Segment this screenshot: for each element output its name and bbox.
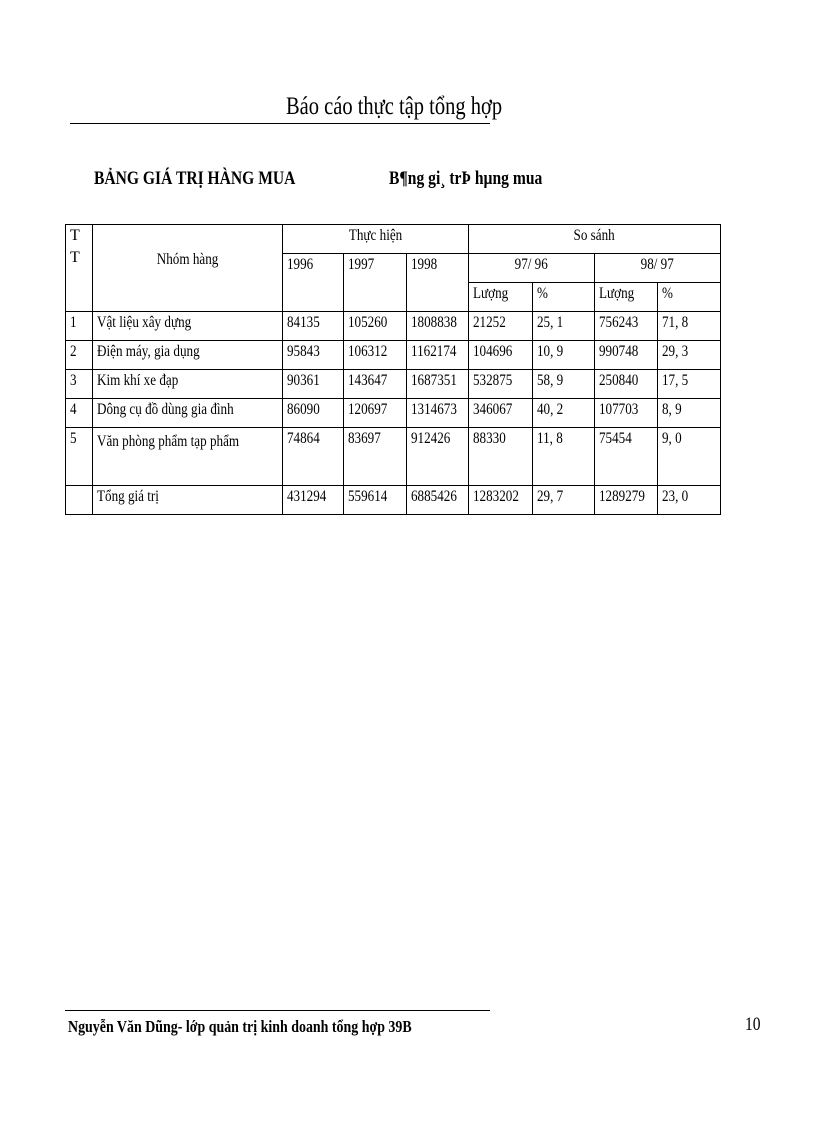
pct-9897: 29, 3 — [658, 341, 721, 370]
group-name: Dông cụ đồ dùng gia đình — [93, 399, 283, 428]
luong-9897: 75454 — [595, 428, 658, 486]
pct-9796: 25, 1 — [533, 312, 595, 341]
page-header-title: Báo cáo thực tập tổng hợp — [286, 93, 503, 120]
table-heading: BẢNG GIÁ TRỊ HÀNG MUA — [94, 168, 296, 189]
luong-header: Lượng — [469, 283, 533, 312]
value-1996: 84135 — [283, 312, 344, 341]
table-row — [66, 399, 721, 428]
row-number: 5 — [66, 428, 93, 486]
cmp-9897-header: 98/ 97 — [595, 254, 721, 283]
row-number: 3 — [66, 370, 93, 399]
value-1997: 105260 — [344, 312, 407, 341]
pct-9796: 58, 9 — [533, 370, 595, 399]
total-label: Tổng giá trị — [93, 486, 283, 515]
value-1996: 74864 — [283, 428, 344, 486]
row-number: 2 — [66, 341, 93, 370]
luong-header: Lượng — [595, 283, 658, 312]
table-heading-legacy-encoding: B¶ng gi¸ trÞ hµng mua — [389, 168, 543, 189]
value-1998: 1808838 — [407, 312, 469, 341]
pct-header: % — [658, 283, 721, 312]
group-name: Văn phòng phẩm tạp phẩm — [93, 428, 283, 486]
year-1996-header: 1996 — [283, 254, 344, 312]
tt-header-line-2: T — [70, 249, 80, 266]
value-1997: 143647 — [344, 370, 407, 399]
year-1998-header: 1998 — [407, 254, 469, 312]
table-row — [66, 312, 721, 341]
luong-9796: 1283202 — [469, 486, 533, 515]
table-row — [66, 370, 721, 399]
value-1997: 559614 — [344, 486, 407, 515]
row-number: 4 — [66, 399, 93, 428]
group-name: Kim khí xe đạp — [93, 370, 283, 399]
tt-header — [66, 225, 93, 312]
value-1996: 431294 — [283, 486, 344, 515]
total-row — [66, 486, 721, 515]
value-1997: 106312 — [344, 341, 407, 370]
luong-9796: 346067 — [469, 399, 533, 428]
pct-9796: 29, 7 — [533, 486, 595, 515]
pct-header: % — [533, 283, 595, 312]
group-name: Vật liệu xây dựng — [93, 312, 283, 341]
value-1996: 90361 — [283, 370, 344, 399]
value-1998: 1687351 — [407, 370, 469, 399]
value-1998: 1314673 — [407, 399, 469, 428]
year-1997-header: 1997 — [344, 254, 407, 312]
actual-header: Thực hiện — [283, 225, 469, 254]
header-rule — [70, 123, 490, 124]
luong-9897: 250840 — [595, 370, 658, 399]
pct-9897: 8, 9 — [658, 399, 721, 428]
footer-rule — [65, 1010, 490, 1011]
luong-9796: 88330 — [469, 428, 533, 486]
comparison-header: So sánh — [469, 225, 721, 254]
row-number — [66, 486, 93, 515]
luong-9796: 21252 — [469, 312, 533, 341]
header-row-1 — [66, 225, 721, 254]
pct-9897: 9, 0 — [658, 428, 721, 486]
value-1996: 86090 — [283, 399, 344, 428]
pct-9897: 17, 5 — [658, 370, 721, 399]
table-row — [66, 428, 721, 486]
pct-9897: 23, 0 — [658, 486, 721, 515]
footer-author: Nguyễn Văn Dũng- lớp quản trị kinh doanh tổng hợp 39B — [68, 1017, 412, 1036]
value-1997: 83697 — [344, 428, 407, 486]
pct-9796: 10, 9 — [533, 341, 595, 370]
luong-9897: 756243 — [595, 312, 658, 341]
pct-9796: 11, 8 — [533, 428, 595, 486]
value-1997: 120697 — [344, 399, 407, 428]
group-header: Nhóm hàng — [93, 225, 283, 312]
page-number: 10 — [745, 1014, 761, 1035]
pct-9796: 40, 2 — [533, 399, 595, 428]
row-number: 1 — [66, 312, 93, 341]
pct-9897: 71, 8 — [658, 312, 721, 341]
table-row — [66, 341, 721, 370]
luong-9897: 990748 — [595, 341, 658, 370]
value-1998: 6885426 — [407, 486, 469, 515]
luong-9796: 104696 — [469, 341, 533, 370]
value-1998: 1162174 — [407, 341, 469, 370]
purchase-value-table — [65, 224, 721, 515]
value-1998: 912426 — [407, 428, 469, 486]
luong-9796: 532875 — [469, 370, 533, 399]
value-1996: 95843 — [283, 341, 344, 370]
cmp-9796-header: 97/ 96 — [469, 254, 595, 283]
tt-header-line-1: T — [70, 227, 80, 244]
group-name: Điện máy, gia dụng — [93, 341, 283, 370]
luong-9897: 1289279 — [595, 486, 658, 515]
luong-9897: 107703 — [595, 399, 658, 428]
